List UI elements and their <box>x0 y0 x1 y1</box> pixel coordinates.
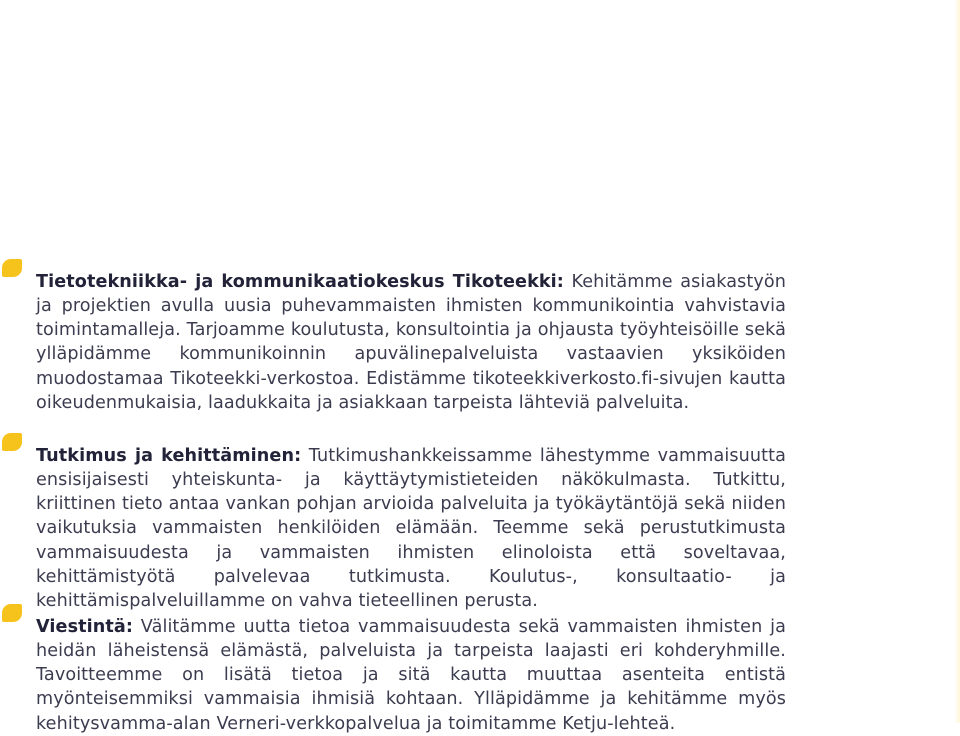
bullet-icon <box>2 259 22 277</box>
section-text: Kehitämme asiakastyön ja projektien avulla uusia puhevammaisten ihmisten kommunikointia vahvistavia toimintamalleja. Tarjoamme koulutusta, konsultointia ja ohjausta työyhteisöille sekä ylläpidämme kommunikoinnin apuvälinepalveluista vastaavien yksiköiden muodostamaa Tikoteekki-verkostoa. Edistämme tikoteekkiverkosto.fi-sivujen kautta oikeudenmukaisia, laadukkaita ja asiakkaan tarpeista lähteviä palveluita. <box>36 271 787 414</box>
bullet-icon <box>2 604 22 622</box>
section-communication <box>36 615 786 736</box>
section-heading: Tutkimus ja kehittäminen: <box>36 445 302 466</box>
section-text: Välitämme uutta tietoa vammaisuudesta sekä vammaisten ihmisten ja heidän läheistensä elämästä, palveluista ja tarpeista laajasti eri kohderyhmille. Tavoitteemme on lisätä tietoa ja sitä kautta muuttaa asenteita entistä myönteisemmiksi vammaisia ihmisiä kohtaan. Ylläpidämme ja kehitämme myös kehitysvamma-alan Verneri-verkkopalvelua ja toimitamme Ketju-lehteä. <box>36 616 786 734</box>
section-tikoteekki <box>36 270 786 416</box>
bullet-icon <box>2 433 22 451</box>
section-heading: Viestintä: <box>36 616 134 637</box>
section-heading: Tietotekniikka- ja kommunikaatiokeskus Tikoteekki: <box>36 271 564 292</box>
section-research <box>36 444 786 614</box>
page-edge-decoration <box>954 0 960 723</box>
section-text: Tutkimushankkeissamme lähestymme vammaisuutta ensisijaisesti yhteiskunta- ja käyttäytymistieteiden näkökulmasta. Tutkittu, kriittinen tieto antaa vankan pohjan arvioida palveluita ja työkäytäntöjä sekä niiden vaikutuksia vammaisten henkilöiden elämään. Teemme sekä perustutkimusta vammaisuudesta ja vammaisten ihmisten elinoloista että soveltavaa, kehittämistyötä palvelevaa tutkimusta. Koulutus-, konsultaatio- ja kehittämispalveluillamme on vahva tieteellinen perusta. <box>36 445 787 612</box>
